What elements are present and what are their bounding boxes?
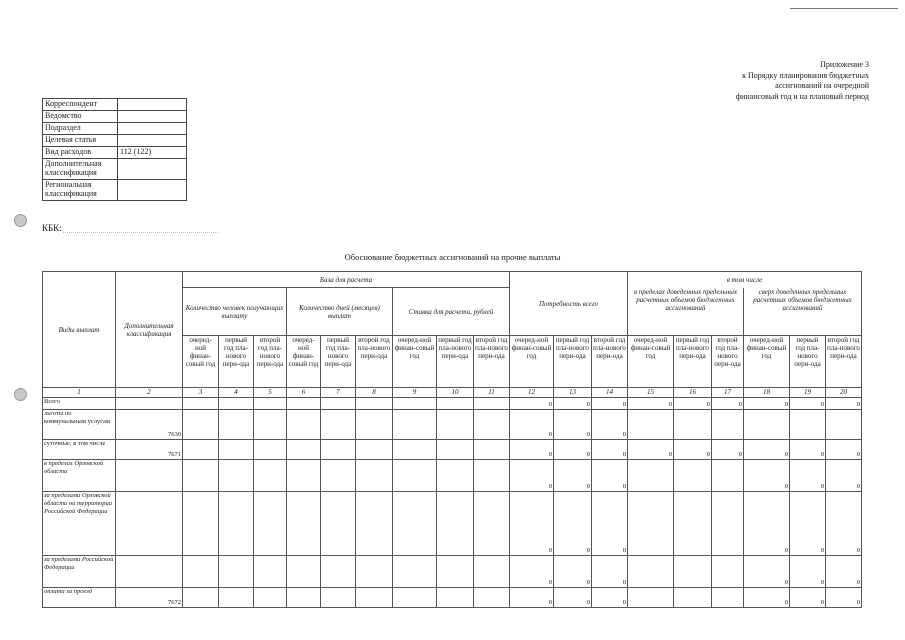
column-number: 16	[674, 388, 712, 398]
value-cell: 0	[592, 588, 628, 608]
value-cell: 0	[674, 398, 712, 410]
value-cell: 0	[744, 492, 790, 556]
value-cell: 0	[510, 440, 554, 460]
value-cell	[712, 492, 744, 556]
value-cell: 0	[790, 460, 826, 492]
column-number: 20	[826, 388, 862, 398]
value-cell	[674, 492, 712, 556]
row-label: льготы по коммунальным услугам	[43, 410, 116, 440]
period-head: очеред-ной финан-совый год	[628, 336, 674, 388]
value-cell	[356, 492, 393, 556]
col-head-v-predelah: в пределах доведенных предельных расчетных объемов бюджетных ассигнований	[628, 288, 744, 336]
value-cell	[254, 440, 287, 460]
column-number: 4	[219, 388, 254, 398]
value-cell: 0	[554, 492, 592, 556]
value-cell: 0	[826, 440, 862, 460]
value-cell	[628, 556, 674, 588]
value-cell	[393, 440, 437, 460]
column-number: 9	[393, 388, 437, 398]
value-cell	[183, 588, 219, 608]
col-head-v-tom: в том числе	[628, 272, 862, 288]
column-number: 8	[356, 388, 393, 398]
column-number-row	[43, 388, 862, 398]
value-cell: 0	[826, 492, 862, 556]
value-cell	[254, 460, 287, 492]
column-number: 10	[437, 388, 474, 398]
value-cell	[287, 588, 321, 608]
col-head-baza: База для расчета	[183, 272, 510, 288]
value-cell	[254, 588, 287, 608]
period-head: второй год пла-нового пери-ода	[592, 336, 628, 388]
period-head: очеред-ной финан-совый год	[510, 336, 554, 388]
info-label: Вид расходов	[43, 147, 118, 159]
column-number: 1	[43, 388, 116, 398]
value-cell	[254, 410, 287, 440]
period-head: первый год пла-нового пери-ода	[790, 336, 826, 388]
value-cell	[437, 588, 474, 608]
table-row	[43, 410, 862, 440]
value-cell	[474, 410, 510, 440]
value-cell: 0	[510, 460, 554, 492]
info-label: Ведомство	[43, 111, 118, 123]
appendix-line-1: Приложение 3	[820, 60, 869, 69]
value-cell	[254, 398, 287, 410]
table-row	[43, 460, 862, 492]
info-label: Целевая статья	[43, 135, 118, 147]
info-value	[118, 111, 187, 123]
value-cell	[321, 492, 356, 556]
value-cell	[219, 492, 254, 556]
value-cell	[826, 410, 862, 440]
value-cell	[474, 440, 510, 460]
value-cell: 0	[554, 398, 592, 410]
period-head: очеред-ной финан-совый год	[183, 336, 219, 388]
value-cell	[674, 410, 712, 440]
value-cell: 0	[554, 410, 592, 440]
value-cell	[183, 556, 219, 588]
info-value	[118, 180, 187, 201]
punch-hole-icon	[14, 388, 27, 401]
row-label: за пределами Орловской области на территории Российской Федерации	[43, 492, 116, 556]
value-cell	[183, 410, 219, 440]
value-cell: 0	[826, 556, 862, 588]
value-cell	[356, 460, 393, 492]
value-cell	[712, 588, 744, 608]
value-cell: 0	[712, 398, 744, 410]
value-cell: 0	[554, 588, 592, 608]
value-cell: 0	[790, 440, 826, 460]
kbk-line	[63, 232, 218, 233]
column-number: 7	[321, 388, 356, 398]
value-cell	[183, 440, 219, 460]
col-head-kol-chel: Количество человек получающих выплату	[183, 288, 287, 336]
table-row	[43, 492, 862, 556]
table-row	[43, 398, 862, 410]
info-value	[118, 123, 187, 135]
column-number: 12	[510, 388, 554, 398]
column-number: 5	[254, 388, 287, 398]
value-cell: 0	[674, 440, 712, 460]
col-head-dop: Дополнительная классификация	[116, 272, 183, 388]
column-number: 11	[474, 388, 510, 398]
row-code	[116, 492, 183, 556]
value-cell: 0	[628, 440, 674, 460]
row-label: суточные, в том числе	[43, 440, 116, 460]
value-cell	[712, 410, 744, 440]
page-title: Обоснование бюджетных ассигнований на прочие выплаты	[344, 252, 561, 262]
appendix-line-4: финансовый год и на плановый период	[735, 91, 869, 101]
value-cell	[712, 556, 744, 588]
info-label: Дополнительная классификация	[43, 159, 118, 180]
value-cell	[356, 588, 393, 608]
value-cell	[393, 398, 437, 410]
value-cell	[474, 398, 510, 410]
col-head-vidy: Виды выплат	[43, 272, 116, 388]
value-cell	[437, 492, 474, 556]
budget-table	[42, 271, 862, 608]
value-cell	[321, 398, 356, 410]
value-cell: 0	[510, 556, 554, 588]
column-number: 6	[287, 388, 321, 398]
value-cell	[356, 398, 393, 410]
value-cell	[744, 410, 790, 440]
value-cell: 0	[510, 398, 554, 410]
value-cell: 0	[554, 440, 592, 460]
value-cell	[356, 556, 393, 588]
value-cell	[356, 440, 393, 460]
value-cell	[219, 440, 254, 460]
value-cell	[393, 556, 437, 588]
value-cell: 0	[744, 440, 790, 460]
period-head: первый год пла-нового пери-ода	[674, 336, 712, 388]
value-cell	[628, 460, 674, 492]
value-cell	[254, 556, 287, 588]
value-cell	[674, 556, 712, 588]
value-cell	[674, 460, 712, 492]
value-cell	[393, 410, 437, 440]
row-code: 7630	[116, 410, 183, 440]
value-cell	[474, 460, 510, 492]
value-cell	[437, 556, 474, 588]
value-cell: 0	[826, 398, 862, 410]
value-cell	[254, 492, 287, 556]
value-cell	[321, 460, 356, 492]
period-head: второй год пла-нового пери-ода	[826, 336, 862, 388]
value-cell: 0	[826, 460, 862, 492]
value-cell: 0	[592, 492, 628, 556]
row-label: оплата за проезд	[43, 588, 116, 608]
value-cell: 0	[790, 492, 826, 556]
value-cell	[219, 556, 254, 588]
value-cell: 0	[510, 410, 554, 440]
value-cell: 0	[744, 398, 790, 410]
row-label: Всего	[43, 398, 116, 410]
column-number: 3	[183, 388, 219, 398]
value-cell	[393, 460, 437, 492]
period-head: первый год пла-нового пери-ода	[554, 336, 592, 388]
value-cell	[674, 588, 712, 608]
value-cell: 0	[744, 460, 790, 492]
row-code	[116, 556, 183, 588]
column-number: 2	[116, 388, 183, 398]
value-cell	[437, 460, 474, 492]
info-value	[118, 99, 187, 111]
value-cell	[393, 492, 437, 556]
column-number: 19	[790, 388, 826, 398]
column-number: 18	[744, 388, 790, 398]
value-cell	[287, 492, 321, 556]
value-cell: 0	[790, 588, 826, 608]
column-number: 13	[554, 388, 592, 398]
row-code	[116, 398, 183, 410]
period-head: второй год пла-нового пери-ода	[474, 336, 510, 388]
appendix-note	[669, 60, 869, 102]
value-cell	[393, 588, 437, 608]
col-head-kol-dney: Количество дней (месяцев) выплат	[287, 288, 393, 336]
value-cell: 0	[592, 460, 628, 492]
value-cell: 0	[592, 440, 628, 460]
value-cell	[219, 460, 254, 492]
value-cell: 0	[744, 556, 790, 588]
value-cell	[287, 410, 321, 440]
col-head-sverh: сверх доведенных предельных расчетных объемов бюджетных ассигнований	[744, 288, 862, 336]
value-cell	[437, 398, 474, 410]
value-cell	[437, 440, 474, 460]
value-cell	[321, 440, 356, 460]
value-cell	[628, 410, 674, 440]
appendix-line-3: ассигнований на очередной	[775, 81, 869, 90]
column-number: 14	[592, 388, 628, 398]
value-cell	[321, 556, 356, 588]
period-head: второй год пла-нового пери-ода	[254, 336, 287, 388]
value-cell	[219, 588, 254, 608]
period-head: второй год пла-нового пери-ода	[712, 336, 744, 388]
info-label: Подраздел	[43, 123, 118, 135]
value-cell	[287, 440, 321, 460]
period-head: второй год пла-нового пери-ода	[356, 336, 393, 388]
row-code	[116, 460, 183, 492]
value-cell	[321, 588, 356, 608]
info-label: Корреспондент	[43, 99, 118, 111]
punch-hole-icon	[14, 214, 27, 227]
value-cell	[628, 588, 674, 608]
appendix-line-2: к Порядку планирования бюджетных	[742, 70, 869, 80]
period-head: очеред-ной финан-совый год	[744, 336, 790, 388]
period-head: первый год пла-нового пери-ода	[321, 336, 356, 388]
row-label: за пределами Российской Федерации	[43, 556, 116, 588]
table-row	[43, 588, 862, 608]
value-cell: 0	[712, 440, 744, 460]
period-head: очеред-ной финан-совый год	[393, 336, 437, 388]
value-cell: 0	[628, 398, 674, 410]
value-cell	[474, 556, 510, 588]
value-cell	[219, 410, 254, 440]
value-cell: 0	[510, 492, 554, 556]
value-cell	[287, 460, 321, 492]
period-head: очеред-ной финан-совый год	[287, 336, 321, 388]
value-cell: 0	[790, 398, 826, 410]
row-code: 7671	[116, 440, 183, 460]
value-cell	[183, 398, 219, 410]
value-cell: 0	[592, 398, 628, 410]
value-cell: 0	[510, 588, 554, 608]
top-rule	[790, 8, 898, 9]
value-cell: 0	[554, 460, 592, 492]
value-cell: 0	[744, 588, 790, 608]
value-cell	[474, 492, 510, 556]
period-head: первый год пла-нового пери-ода	[437, 336, 474, 388]
table-row	[43, 440, 862, 460]
col-head-potrebnost: Потребность всего	[510, 272, 628, 336]
value-cell	[219, 398, 254, 410]
period-head: первый год пла-нового пери-ода	[219, 336, 254, 388]
info-table	[42, 98, 187, 201]
value-cell: 0	[826, 588, 862, 608]
info-value: 112 (122)	[118, 147, 187, 159]
info-label: Региональная классификация	[43, 180, 118, 201]
value-cell: 0	[592, 556, 628, 588]
info-value	[118, 135, 187, 147]
info-value	[118, 159, 187, 180]
value-cell	[712, 460, 744, 492]
table-row	[43, 556, 862, 588]
value-cell	[628, 492, 674, 556]
value-cell	[183, 460, 219, 492]
value-cell	[183, 492, 219, 556]
value-cell	[474, 588, 510, 608]
kbk-label: КБК:	[42, 223, 62, 233]
row-code: 7672	[116, 588, 183, 608]
value-cell	[287, 556, 321, 588]
value-cell	[287, 398, 321, 410]
value-cell	[356, 410, 393, 440]
row-label: в пределах Орловской области	[43, 460, 116, 492]
column-number: 15	[628, 388, 674, 398]
value-cell: 0	[554, 556, 592, 588]
value-cell	[321, 410, 356, 440]
value-cell	[790, 410, 826, 440]
value-cell	[437, 410, 474, 440]
value-cell: 0	[592, 410, 628, 440]
col-head-stavka: Ставка для расчета, рублей	[393, 288, 510, 336]
value-cell: 0	[790, 556, 826, 588]
column-number: 17	[712, 388, 744, 398]
